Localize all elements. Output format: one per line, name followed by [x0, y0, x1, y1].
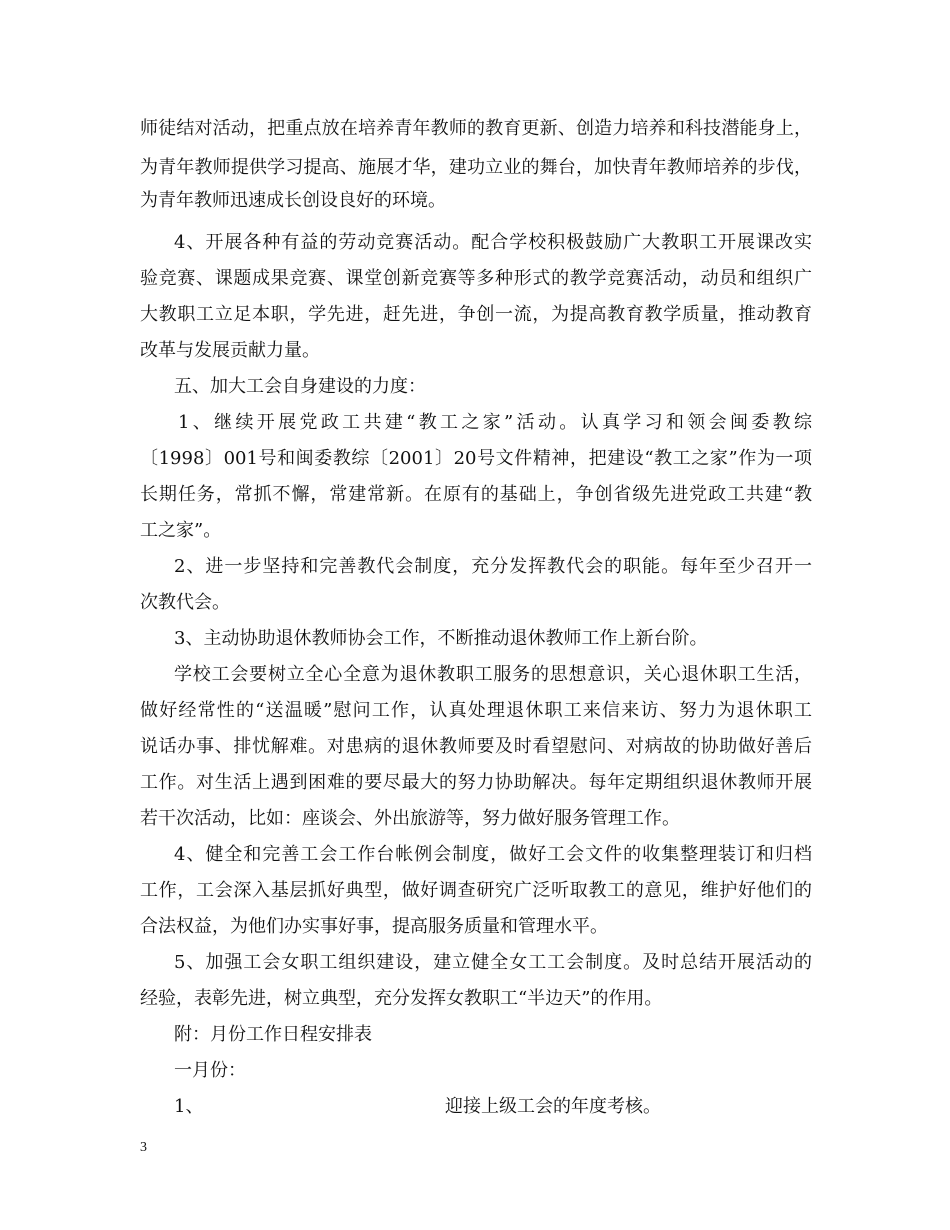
paragraph-line: 若干次活动，比如：座谈会、外出旅游等，努力做好服务管理工作。 [140, 808, 680, 829]
item-text: 迎接上级工会的年度考核。 [445, 1096, 661, 1117]
paragraph-line: 长期任务，常抓不懈，常建常新。在原有的基础上，争创省级先进党政工共建“教 [140, 484, 812, 505]
paragraph-line: 师徒结对活动，把重点放在培养青年教师的教育更新、创造力培养和科技潜能身上， [140, 118, 812, 139]
paragraph-line: 经验，表彰先进，树立典型，充分发挥女教职工“半边天”的作用。 [140, 988, 663, 1009]
paragraph-line: 5、加强工会女职工组织建设，建立健全女工工会制度。及时总结开展活动的 [174, 952, 812, 973]
paragraph-line: 4、开展各种有益的劳动竞赛活动。配合学校积极鼓励广大教职工开展课改实 [174, 232, 812, 253]
paragraph-line: 工作。对生活上遇到困难的要尽最大的努力协助解决。每年定期组织退休教师开展 [140, 772, 812, 793]
paragraph-line: 大教职工立足本职，学先进，赶先进，争创一流，为提高教育教学质量，推动教育 [140, 304, 812, 325]
paragraph-line: 说话办事、排忧解难。对患病的退休教师要及时看望慰问、对病故的协助做好善后 [140, 736, 812, 757]
page-number: 3 [140, 1140, 147, 1155]
appendix-heading: 附：月份工作日程安排表 [174, 1024, 372, 1045]
paragraph-line: 〔1998〕001号和闽委教综〔2001〕20号文件精神，把建设“教工之家”作为一项 [140, 448, 812, 469]
paragraph-line: 2、进一步坚持和完善教代会制度，充分发挥教代会的职能。每年至少召开一 [174, 556, 812, 577]
paragraph-line: 工之家”。 [140, 520, 222, 541]
paragraph-line: 改革与发展贡献力量。 [140, 340, 320, 361]
paragraph-line: 次教代会。 [140, 592, 230, 613]
paragraph-line: 工作，工会深入基层抓好典型，做好调查研究广泛听取教工的意见，维护好他们的 [140, 880, 812, 901]
paragraph-line: 为青年教师迅速成长创设良好的环境。 [140, 190, 446, 211]
paragraph-line: 做好经常性的“送温暖”慰问工作，认真处理退休职工来信来访、努力为退休职工 [140, 700, 812, 721]
paragraph-line: 1、继续开展党政工共建“教工之家”活动。认真学习和领会闽委教综 [178, 412, 812, 433]
month-heading: 一月份： [174, 1060, 246, 1081]
paragraph-line: 3、主动协助退休教师协会工作，不断推动退休教师工作上新台阶。 [174, 628, 708, 649]
section-heading: 五、加大工会自身建设的力度： [174, 376, 426, 397]
item-number: 1、 [174, 1096, 204, 1117]
paragraph-line: 验竞赛、课题成果竞赛、课堂创新竞赛等多种形式的教学竞赛活动，动员和组织广 [140, 268, 812, 289]
paragraph-line: 合法权益，为他们办实事好事，提高服务质量和管理水平。 [140, 916, 608, 937]
paragraph-line: 为青年教师提供学习提高、施展才华，建功立业的舞台，加快青年教师培养的步伐， [140, 157, 812, 178]
paragraph-line: 4、健全和完善工会工作台帐例会制度，做好工会文件的收集整理装订和归档 [174, 844, 812, 865]
paragraph-line: 学校工会要树立全心全意为退休教职工服务的思想意识，关心退休职工生活， [174, 664, 812, 685]
